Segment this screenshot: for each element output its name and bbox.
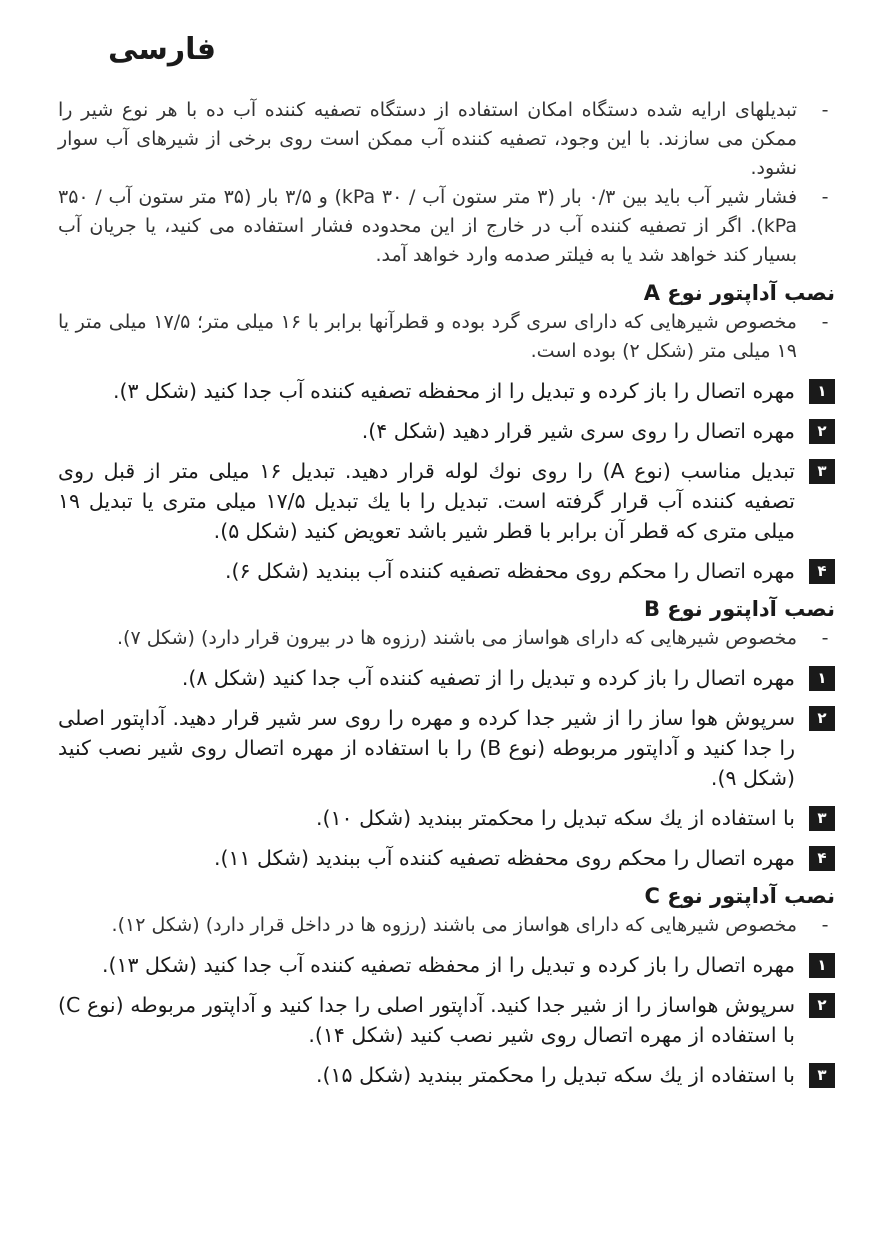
section-c-bullet	[58, 911, 835, 940]
step-number-badge: ۴	[809, 846, 835, 871]
section-b-bullet-list	[58, 624, 835, 653]
step-number-badge: ۲	[809, 706, 835, 731]
section-adapter-c	[58, 881, 835, 1090]
step-item	[58, 950, 835, 980]
section-adapter-a	[58, 278, 835, 586]
step-text: سرپوش هوا ساز را از شیر جدا کرده و مهره را روی سر شیر قرار دهید. آداپتور اصلی را جدا کنید و آداپتور مربوطه (نوع B) را با استفاده از مهره اتصال روی شیر نصب کنید (شکل ۹).	[58, 706, 796, 790]
bullet-dash: -	[821, 627, 829, 649]
step-item	[58, 376, 835, 406]
step-text: مهره اتصال را باز کرده و تبدیل را از محفظه تصفیه کننده آب جدا کنید (شکل ۱۳).	[101, 953, 795, 977]
section-a-steps	[58, 376, 835, 586]
section-b-bullet-text: مخصوص شیرهایی که دارای هواساز می باشند (رزوه ها در بیرون قرار دارد) (شکل ۷).	[116, 627, 797, 649]
step-number-badge: ۲	[809, 419, 835, 444]
bullet-dash: -	[821, 186, 829, 208]
step-number-badge: ۱	[809, 666, 835, 691]
step-text: با استفاده از یك سکه تبدیل را محکمتر ببندید (شکل ۱۰).	[316, 806, 795, 830]
language-title: فارسی	[108, 32, 217, 67]
step-text: تبدیل مناسب (نوع A) را روی نوك لوله قرار دهید. تبدیل ۱۶ میلی متر از قبل روی تصفیه کننده آب قرار گرفته است. تبدیل را با یك تبدیل ۱۷/۵ میلی متری یا تبدیل ۱۹ میلی متری که قطر آن برابر با قطر شیر باشد تعویض کنید (شکل ۵).	[58, 459, 796, 543]
section-adapter-b	[58, 594, 835, 873]
step-text: مهره اتصال را باز کرده و تبدیل را از تصفیه کننده آب جدا کنید (شکل ۸).	[181, 666, 795, 690]
intro-bullet	[58, 183, 835, 270]
section-a-heading: نصب آداپتور نوع A	[643, 281, 835, 305]
step-text: مهره اتصال را باز کرده و تبدیل را از محفظه تصفیه کننده آب جدا کنید (شکل ۳).	[112, 379, 795, 403]
intro-bullet-text: تبدیلهای ارایه شده دستگاه امکان استفاده از دستگاه تصفیه کننده آب ده با هر نوع شیر را ممکن می سازند. با این وجود، تصفیه کننده آب ممکن است روی برخی از شیرهای آب سوار نشود.	[58, 99, 797, 179]
step-item	[58, 990, 835, 1050]
section-c-steps	[58, 950, 835, 1090]
step-number-badge: ۳	[809, 1063, 835, 1088]
step-text: مهره اتصال را محکم روی محفظه تصفیه کننده آب ببندید (شکل ۱۱).	[213, 846, 795, 870]
step-text: سرپوش هواساز را از شیر جدا کنید. آداپتور اصلی را جدا کنید و آداپتور مربوطه (نوع C) با استفاده از مهره اتصال روی شیر نصب کنید (شکل ۱۴).	[58, 993, 795, 1047]
section-a-bullet	[58, 308, 835, 366]
section-a-bullet-list	[58, 308, 835, 366]
step-item	[58, 556, 835, 586]
section-b-heading: نصب آداپتور نوع B	[643, 597, 835, 621]
intro-bullet-text: فشار شیر آب باید بین ۰/۳ بار (۳ متر ستون آب / ۳۰ kPa) و ۳/۵ بار (۳۵ متر ستون آب / ۳۵۰ kPa). اگر از تصفیه کننده آب در خارج از این محدوده فشار استفاده می کنید، یا جریان آب بسیار کند خواهد شد یا به فیلتر صدمه وارد خواهد آمد.	[58, 186, 798, 266]
step-number-badge: ۱	[809, 379, 835, 404]
bullet-dash: -	[821, 914, 829, 936]
step-number-badge: ۳	[809, 806, 835, 831]
section-b-steps	[58, 663, 835, 873]
bullet-dash: -	[821, 311, 829, 333]
step-text: مهره اتصال را محکم روی محفظه تصفیه کننده آب ببندید (شکل ۶).	[224, 559, 795, 583]
step-item	[58, 843, 835, 873]
step-item	[58, 1060, 835, 1090]
step-number-badge: ۱	[809, 953, 835, 978]
section-a-bullet-text: مخصوص شیرهایی که دارای سری گرد بوده و قطرآنها برابر با ۱۶ میلی متر؛ ۱۷/۵ میلی متر یا ۱۹ میلی متر (شکل ۲) بوده است.	[58, 311, 797, 362]
step-item	[58, 703, 835, 793]
step-item	[58, 663, 835, 693]
section-c-bullet-text: مخصوص شیرهایی که دارای هواساز می باشند (رزوه ها در داخل قرار دارد) (شکل ۱۲).	[111, 914, 797, 936]
step-number-badge: ۳	[809, 459, 835, 484]
intro-bullet	[58, 96, 835, 183]
bullet-dash: -	[821, 99, 829, 121]
section-c-bullet-list	[58, 911, 835, 940]
section-b-bullet	[58, 624, 835, 653]
step-item	[58, 803, 835, 833]
step-item	[58, 456, 835, 546]
step-number-badge: ۲	[809, 993, 835, 1018]
step-number-badge: ۴	[809, 559, 835, 584]
section-c-heading: نصب آداپتور نوع C	[644, 884, 835, 908]
step-item	[58, 416, 835, 446]
step-text: با استفاده از یك سکه تبدیل را محکمتر ببندید (شکل ۱۵).	[316, 1063, 795, 1087]
intro-bullet-list	[58, 96, 835, 270]
step-text: مهره اتصال را روی سری شیر قرار دهید (شکل ۴).	[361, 419, 795, 443]
